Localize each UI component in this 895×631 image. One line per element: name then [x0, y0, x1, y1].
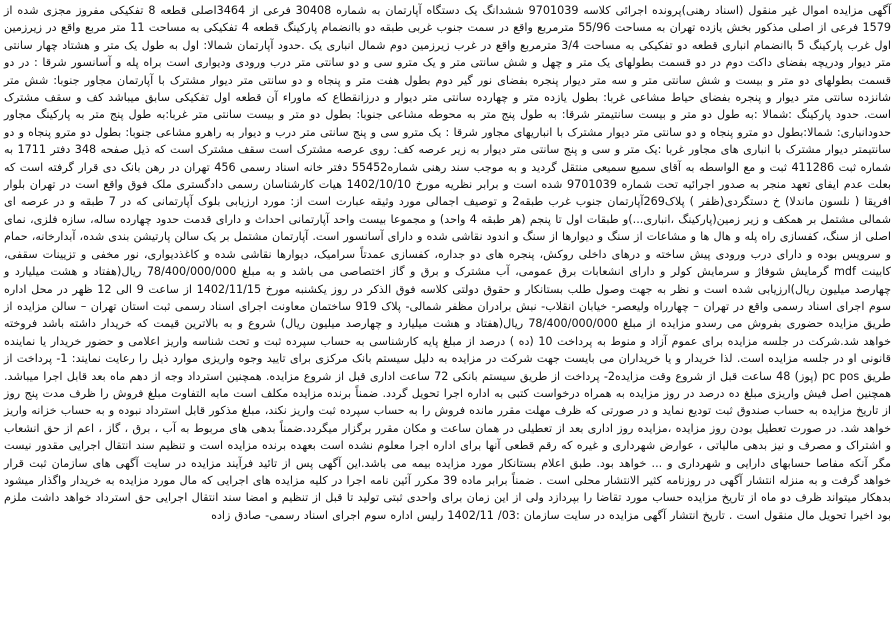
auction-notice-body: آگهی مزایده اموال غیر منقول (اسناد رهنی)پرونده اجرائی کلاسه 9701039 ششدانگ یک دستگاه آپارتمان به شماره 30408 فرعی از 3464اصلی قطعه 8 تفکیکی مفروز مجزی شده از 1579 فرعی از اصلی مذکور بخش یازده تهران به مساحت 55/96 مترمربع واقع در سمت جنوب غربی طبقه دو باانضمام پارکینگ قطعه 4 تفکیکی به مساحت 11 متر مربع واقع در زیرزمین اول غرب پارکینگ 5 باانضمام انباری قطعه دو تفکیکی به مساحت 3/4 مترمربع واقع در غرب زیرزمین دوم شمال انباری یک .حدود آپارتمان شمالا: اول به طول یک متر و هشتاد چهار سانتی متر دیوار ودریچه بفضای داکت دوم در دو قسمت بطولهای یک متر و چهل و شش سانتی متر و یک مترو سی و دو سانتی متر درب ورودی ودیواری است براه پله و آسانسور شرقا : در دو قسمت بطولهای دو متر و بیست و شش سانتی متر و سه متر دیوار پنجره بفضای نور گیر دوم بطول هفت متر و پنجاه و دو سانتی متر دیوار مشترک با آپارتمان مجاور جنوبا: شش متر شانزده سانتی متر دیوار و پنجره بفضای حیاط مشاعی غربا: بطول یازده متر و چهارده سانتی متر دیوار و درزانقطاع که ماوراء آن قطعه اول تفکیکی سابق میباشد کف و سقف مشترک است. حدود پارکینگ :شمالا :به طول دو متر و بیست سانتیمتر شرقا: به طول پنج متر به محوطه مشاعی جنوبا: بطول دو متر و بیست سانتی متر غربا:به طول پنج متر به پارکینگ مجاور حدودانباری: شمالا:بطول دو مترو پنجاه و دو سانتی متر دیوار مشترک با انباریهای مجاور شرقا : یک مترو سی و پنج سانتی متر درب و دیوار به راهرو مشاعی جنوبا: بطول دو مترو پنجاه و دو سانتیمتر دیوار مشترک با انباری های مجاور غربا :یک متر و سی و پنج سانتی متر دیوار به زیر عرصه کف: روی عرصه مشترک است سقف مشترک است که ذیل صفحه 348 دفتر 1711 به شماره ثبت 411286 ثبت و مع الواسطه به آقای سمیع سمیعی منتقل گردید و به موجب سند رهنی شماره55452 دفتر خانه اسناد رسمی 456 تهران در رهن بانک دی قرار گرفته است که بعلت عدم ایفای تعهد منجر به صدور اجرائیه تحت شماره 9701039 شده است و برابر نظریه مورخ 1402/10/10 هیات کارشناسان رسمی دادگستری ملک فوق واقع است در تهران بلوار افریقا ( نلسون ماندلا) خ دستگردی(ظفر ) پلاک269آپارتمان جنوب غرب طبقه2 و توصیف اجمالی مورد وثیقه عبارت است از: مورد ارزیابی بلوک آپارتمانی که در 7 طبقه و در عرصه ای شمالی مشتمل بر همکف و زیر زمین(پارکینگ ،انباری...)و طبقات اول تا پنجم (هر طبقه 4 واحد) و مجموعا بیست واحد آپارتمانی احداث و دارای قدمت حدود چهارده ساله، سازه فلزی، نمای اصلی از سنگ، کفسازی راه پله و هال ها و مشاعات از سنگ و دیوارها از سنگ و اندود نقاشی شده و دارای آسانسور است. آپارتمان مشتمل بر یک سالن پارتیشن بندی شده، آبدارخانه، حمام و سرویس بوده و دارای درب ورودی پیش ساخته و درهای داخلی روکش، پنجره های دو جداره، کفسازی عمدتاً سرامیک، دیوارها نقاشی شده و کاغذدیواری، نور مخفی و تزیینات سقفی، کابینت mdf گرمایش شوفاژ و سرمایش کولر و دارای انشعابات برق عمومی، آب مشترک و برق و گاز اختصاصی می باشد و به مبلغ 78/400/000/000 ریال(هفتاد و هشت میلیارد و چهارصد میلیون ریال)ارزیابی شده است و نظر به جهت وصول طلب بستانکار و حقوق دولتی کلاسه فوق الذکر در روز یکشنبه مورخ 1402/11/15 از ساعت 9 الی 12 ظهر در محل اداره سوم اجرای اسناد رسمی واقع در تهران – چهارراه ولیعصر- خیابان انقلاب- نبش برادران مظفر شمالی- پلاک 919 ساختمان معاونت اجرای اسناد رسمی ثبت استان تهران – سالن مزایده از طریق مزایده حضوری بفروش می رسدو مزایده از مبلغ 78/400/000/000 ریال(هفتاد و هشت میلیارد و چهارصد میلیون ریال) شروع و به بالاترین قیمت که خریدار داشته باشد فروخته خواهد شد.شرکت در جلسه مزایده برای عموم آزاد و منوط به پرداخت 10 (ده ) درصد از مبلغ پایه کارشناسی به حساب سپرده ثبت و تحت شناسه واریز اعلامی و حضور خریدار یا نماینده قانونی او در جلسه مزایده است. لذا خریدار و یا خریداران می بایست جهت شرکت در مزایده به دلیل سیستم بانک مرکزی برای تایید وجوه واریزی موارد ذیل را رعایت نمایند: 1- پرداخت از طریق pc pos (پوز) 48 ساعت قبل از شروع وقت مزایده2- پرداخت از طریق سیستم بانکی 72 ساعت اداری قبل از شروع مزایده. همچنین استرداد وجه از دهم ماه بعد قابل اجرا میباشد. همچنین اصل فیش واریزی مبلغ ده درصد در روز مزایده به همراه درخواست کتبی به اداره اجرا تحویل گردد. ضمناً برنده مزایده مکلف است مابه التفاوت مبلغ فروش را ظرف مدت پنج روز از تاریخ مزایده به حساب صندوق ثبت تودیع نماید و در صورتی که ظرف مهلت مقرر مانده فروش را به حساب سپرده ثبت واریز نکند، مبلغ مذکور قابل استرداد نبوده و به حساب خزانه واریز خواهد شد. در صورت تعطیل بودن روز مزایده ،مزایده روز اداری بعد از تعطیلی در همان ساعت و مکان مقرر برگزار میگردد.ضمناً بدهی های مربوط به آب ، برق ، گاز ، اعم از حق انشعاب و اشتراک و مصرف و نیز بدهی مالیاتی ، عوارض شهرداری و غیره که رقم قطعی آنها برای اداره اجرا معلوم نشده است بعهده برنده مزایده است و تنظیم سند انتقال اجرایی مقدور نیست مگر آنکه مفاصا حسابهای دارایی و شهرداری و ... خواهد بود. طبق اعلام بستانکار مورد مزایده بیمه می باشد.این آگهی پس از تائید فرآیند مزایده در سایت آگهی های سازمان ثبت قرار خواهد گرفت و به منزله انتشار آگهی در روزنامه کثیر الانتشار محلی است . ضمناً برابر ماده 39 مکرر آئین نامه اجرا در کلیه مزایده های اجرایی که مال مورد مزایده به خریدار واگذار میشود بدهکار میتواند ظرف دو ماه از تاریخ مزایده حساب مورد تقاضا را بپردازد ولی از این زمان برای واحدی ثبتی تولید تا قبل از تنظیم و امضا سند انتقال اجرایی حق استرداد خواهد داشت ملزم بود اخیرا تحویل مال منقول است . تاریخ انتشار آگهی مزایده در سایت سازمان :03/ 1402/11 رلیس اداره سوم اجرای اسناد رسمی- صادق زاده [4, 4, 892, 522]
